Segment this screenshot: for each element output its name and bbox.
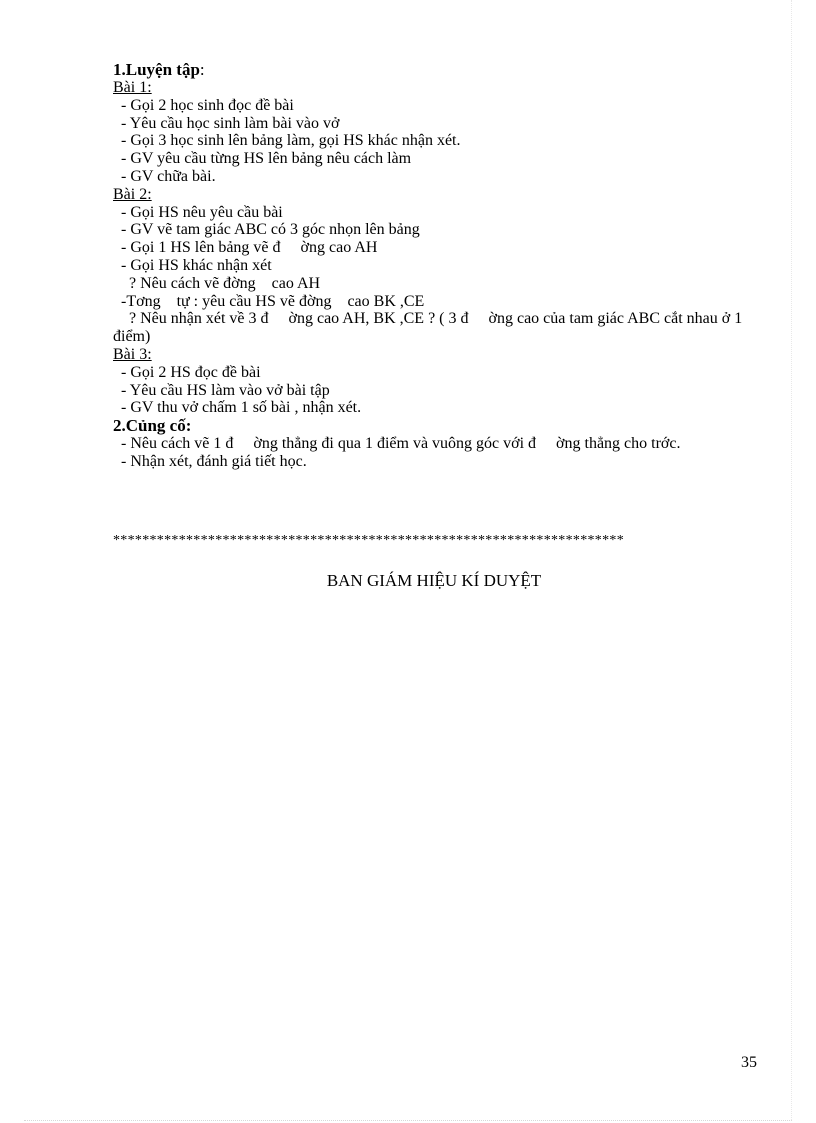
bai-1-line: - GV chữa bài. <box>113 167 216 185</box>
bai-2-line: - Gọi HS khác nhận xét <box>113 256 272 274</box>
section-1-title: 1.Luyện tập <box>113 60 200 79</box>
bai-3-line: - Yêu cầu HS làm vào vở bài tập <box>113 381 330 399</box>
section-1-heading <box>113 61 753 79</box>
bai-1-line: - Gọi 3 học sinh lên bảng làm, gọi HS khác nhận xét. <box>113 132 461 150</box>
bai-2-line: - GV vẽ tam giác ABC có 3 góc nhọn lên bảng <box>113 221 420 239</box>
bai-2-question: ? Nêu nhận xét về 3 đ ờng cao AH, BK ,CE ? ( 3 đ ờng cao của tam giác ABC cắt nhau ở 1 điểm) <box>113 310 747 346</box>
bai-1-line: - GV yêu cầu từng HS lên bảng nêu cách làm <box>113 150 412 168</box>
bai-2-line: ? Nêu cách vẽ đờng cao AH <box>113 274 321 292</box>
section-2-heading: 2.Củng cố: <box>113 416 192 436</box>
bai-1-title: Bài 1: <box>113 79 152 96</box>
page-edge-right <box>791 0 792 1120</box>
bai-2-line: - Gọi HS nêu yêu cầu bài <box>113 203 283 221</box>
section-1-colon: : <box>199 60 205 79</box>
star-separator: ********************************************************************** <box>113 533 624 548</box>
lesson-content <box>113 61 753 471</box>
page-edge-bottom <box>24 1120 792 1121</box>
approval-heading: BAN GIÁM HIỆU KÍ DUYỆT <box>326 571 542 590</box>
bai-2-line: - Gọi 1 HS lên bảng vẽ đ ờng cao AH <box>113 239 378 257</box>
bai-2-title: Bài 2: <box>113 185 152 203</box>
section-2-line: - Nêu cách vẽ 1 đ ờng thẳng đi qua 1 điểm và vuông góc với đ ờng thẳng cho trớc. <box>113 435 681 453</box>
section-2-line: - Nhận xét, đánh giá tiết học. <box>113 452 307 470</box>
bai-3-title: Bài 3: <box>113 345 152 363</box>
bai-1-line: - Gọi 2 học sinh đọc đề bài <box>113 96 294 114</box>
bai-3-line: - GV thu vở chấm 1 số bài , nhận xét. <box>113 399 362 417</box>
page-number: 35 <box>741 1054 757 1071</box>
bai-3-line: - Gọi 2 HS đọc đề bài <box>113 363 261 381</box>
bai-1-line: - Yêu cầu học sinh làm bài vào vở <box>113 114 340 132</box>
bai-2-line: -Tơng tự : yêu cầu HS vẽ đờng cao BK ,CE <box>113 292 425 310</box>
